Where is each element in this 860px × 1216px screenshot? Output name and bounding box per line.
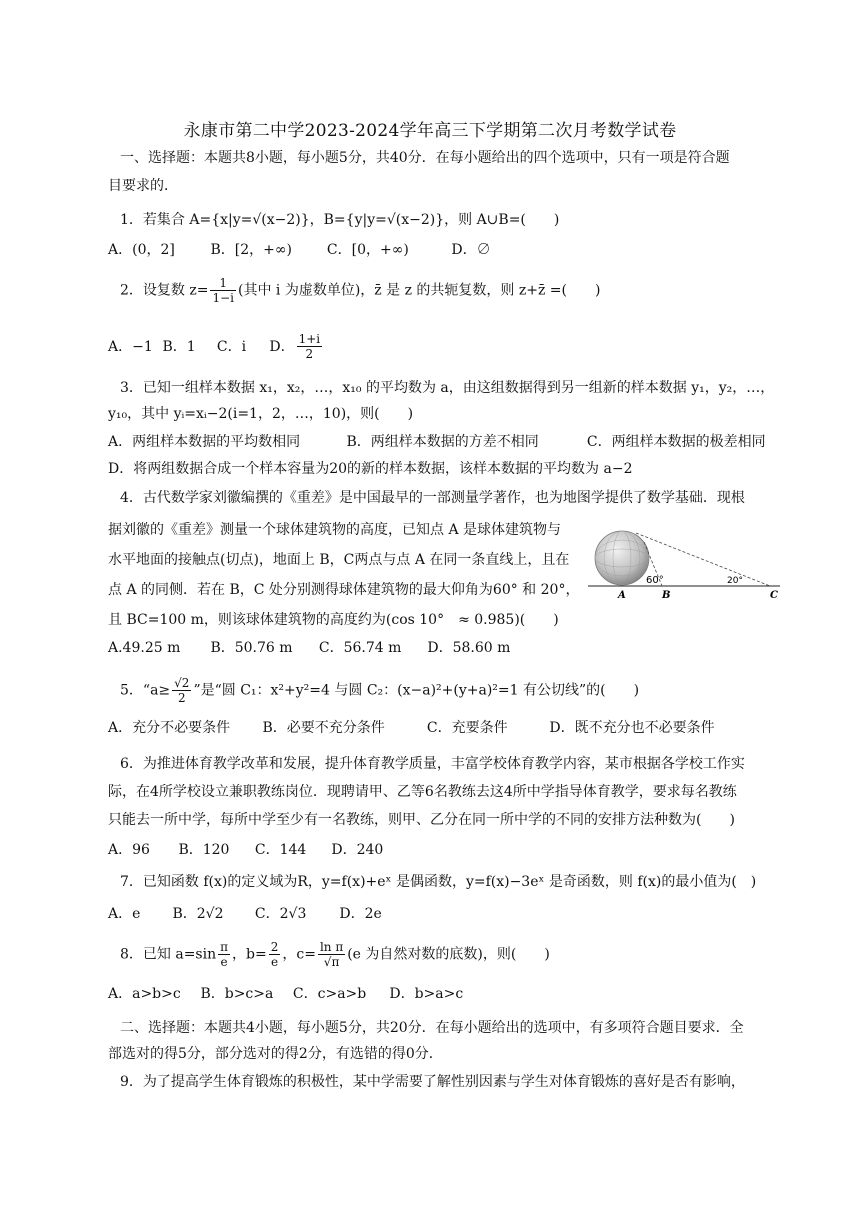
section1-instructions-line1: 一、选择题：本题共8小题，每小题5分，共40分．在每小题给出的四个选项中，只有一项是符合题 (120, 150, 730, 166)
q2-fraction (210, 276, 236, 305)
section2-instructions-line2: 部选对的得5分，部分选对的得2分，有选错的得0分． (108, 1046, 443, 1062)
q8-b-numerator: 2 (270, 940, 279, 954)
q8-stem (120, 940, 550, 969)
q8-stem-part-d: (e 为自然对数的底数)，则( ) (347, 946, 550, 963)
q3-line2: y₁₀，其中 yᵢ=xᵢ−2(i=1，2，…，10)，则( ) (108, 406, 414, 422)
q2-fraction-numerator: 1 (210, 276, 236, 291)
q8-b-denominator: e (270, 955, 279, 969)
q4-option-c: C．56.74 m (318, 640, 402, 656)
q4-option-b: B．50.76 m (210, 640, 293, 656)
q6-line2: 际，在4所学校设立兼职教练岗位．现聘请甲、乙等6名教练去这4所中学指导体育教学，要求每名教练 (108, 784, 737, 800)
angle-b-label: 60° (646, 575, 664, 586)
q1-stem: 1．若集合 A={x|y=√(x−2)}，B={y|y=√(x−2)}，则 A∪B=( ) (120, 212, 560, 228)
q4-line3: 水平地面的接触点(切点)，地面上 B，C两点与点 A 在同一条直线上，且在 (108, 552, 570, 568)
q8-option-d: D．b>a>c (389, 986, 464, 1002)
q6-option-c: C．144 (254, 842, 307, 858)
q5-options (108, 718, 715, 738)
q9-line1: 9．为了提高学生体育锻炼的积极性，某中学需要了解性别因素与学生对体育锻炼的喜好是否有影响， (120, 1074, 745, 1090)
q6-line3: 只能去一所中学，每所中学至少有一名教练，则甲、乙分在同一所中学的不同的安排方法种数为( ) (108, 812, 735, 828)
q4-option-d: D．58.60 m (427, 640, 511, 656)
q7-options (108, 904, 382, 924)
q5-stem-part-b: ”是“圆 C₁：x²+y²=4 与圆 C₂：(x−a)²+(y+a)²=1 有公切线”的( ) (193, 682, 640, 699)
q2-option-d (269, 332, 324, 361)
q2-stem (120, 276, 600, 305)
q1-option-c: C．[0，+∞) (326, 242, 409, 258)
q4-sphere-figure (584, 530, 784, 600)
q5-option-b: B．必要不充分条件 (262, 720, 385, 736)
q2-fraction-denominator: 1−i (212, 291, 234, 305)
q3-line1: 3．已知一组样本数据 x₁，x₂，…，x₁₀ 的平均数为 a，由这组数据得到另一组新的样本数据 y₁，y₂，…， (120, 380, 775, 396)
q4-line2: 据刘徽的《重差》测量一个球体建筑物的高度，已知点 A 是球体建筑物与 (108, 522, 562, 538)
q7-option-b: B．2√2 (172, 906, 224, 922)
q6-option-d: D．240 (331, 842, 384, 858)
q8-c-denominator: √π (323, 955, 340, 969)
section2-instructions-line1: 二、选择题：本题共4小题，每小题5分，共20分．在每小题给出的选项中，有多项符合题目要求．全 (120, 1020, 744, 1036)
q2-option-c: C．i (216, 338, 247, 355)
q6-options (108, 840, 383, 860)
q1-option-d: D．∅ (451, 242, 491, 258)
q3-options (108, 432, 766, 452)
q5-option-d: D．既不充分也不必要条件 (549, 720, 715, 736)
q6-option-a: A．96 (108, 842, 150, 858)
q5-option-a: A．充分不必要条件 (108, 720, 231, 736)
q8-c-numerator: ln π (319, 940, 344, 954)
q8-a-fraction (218, 940, 230, 969)
point-a-label: A (618, 590, 626, 600)
q2-option-d-numerator: 1+i (298, 332, 321, 346)
q5-stem-part-a: 5．“a≥ (120, 682, 171, 699)
q5-option-c: C．充要条件 (426, 720, 508, 736)
q4-option-a: A.49.25 m (108, 640, 181, 656)
exam-title: 永康市第二中学2023-2024学年高三下学期第二次月考数学试卷 (183, 121, 677, 141)
q8-option-a: A．a>b>c (108, 986, 181, 1002)
q3-option-a: A．两组样本数据的平均数相同 (108, 434, 301, 450)
section1-instructions-line2: 目要求的． (108, 178, 178, 194)
q4-line4: 点 A 的同侧．若在 B，C 处分别测得球体建筑物的最大仰角为60° 和 20°， (108, 582, 580, 598)
q5-fraction-numerator: √2 (174, 676, 190, 690)
q3-option-b: B．两组样本数据的方差不相同 (346, 434, 539, 450)
q2-option-b: B．1 (162, 338, 196, 355)
q8-stem-part-a: 8．已知 a=sin (120, 946, 217, 963)
q8-stem-part-c: ，c= (282, 946, 316, 963)
q5-fraction-denominator: 2 (177, 691, 186, 705)
q8-a-denominator: e (220, 955, 228, 969)
q6-line1: 6．为推进体育教学改革和发展，提升体育教学质量，丰富学校体育教学内容，某市根据各学校工作实 (120, 756, 745, 772)
q4-options (108, 638, 510, 658)
q7-option-c: C．2√3 (254, 906, 307, 922)
point-b-label: B (662, 590, 671, 600)
q8-option-c: C．c>a>b (292, 986, 367, 1002)
q7-option-d: D．2e (339, 906, 382, 922)
q8-options (108, 984, 463, 1004)
point-c-label: C (770, 590, 778, 600)
q5-fraction (172, 676, 191, 705)
q1-option-b: B．[2，+∞) (210, 242, 292, 258)
q2-option-a: A．−1 (108, 338, 153, 355)
q2-stem-part-a: 2．设复数 z= (120, 282, 209, 299)
q8-a-numerator: π (220, 940, 229, 954)
q2-options (108, 332, 324, 361)
q8-b-fraction (269, 940, 281, 969)
q8-c-fraction (318, 940, 345, 969)
q2-option-d-fraction (297, 332, 323, 361)
q7-stem: 7．已知函数 f(x)的定义域为R，y=f(x)+eˣ 是偶函数，y=f(x)−3eˣ 是奇函数，则 f(x)的最小值为( ) (120, 874, 757, 890)
q4-line5: 且 BC=100 m，则该球体建筑物的高度约为(cos 10° ≈ 0.985)( ) (108, 612, 559, 628)
q5-stem (120, 676, 639, 705)
q8-option-b: B．b>c>a (200, 986, 274, 1002)
q7-option-a: A．e (108, 906, 141, 922)
q1-option-a: A．(0，2] (108, 242, 175, 258)
sphere-building (595, 531, 649, 585)
q8-stem-part-b: ，b= (232, 946, 267, 963)
q3-option-c: C．两组样本数据的极差相同 (586, 434, 766, 450)
q6-option-b: B．120 (178, 842, 230, 858)
q2-stem-part-b: (其中 i 为虚数单位)，z̄ 是 z 的共轭复数，则 z+z̄ =( ) (238, 282, 601, 299)
q2-option-d-denominator: 2 (305, 347, 314, 361)
q2-option-d-label: D． (269, 338, 295, 355)
q4-line1: 4．古代数学家刘徽编撰的《重差》是中国最早的一部测量学著作，也为地图学提供了数学基础．现根 (120, 490, 745, 506)
q1-options (108, 240, 491, 260)
q3-option-d: D．将两组数据合成一个样本容量为20的新的样本数据，该样本数据的平均数为 a−2 (108, 461, 633, 477)
angle-c-label: 20° (727, 576, 743, 586)
